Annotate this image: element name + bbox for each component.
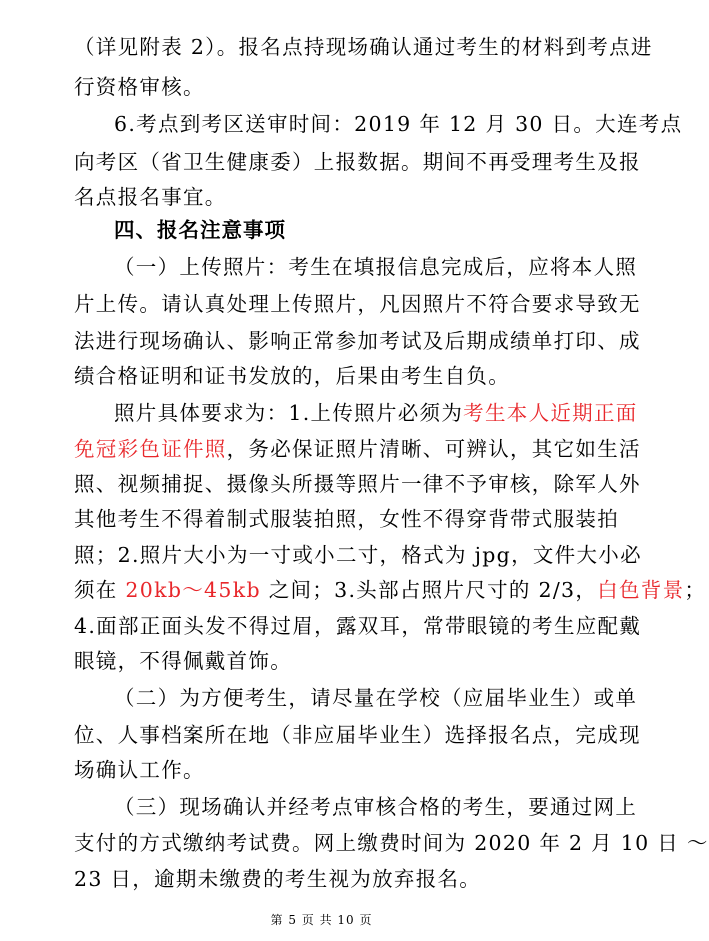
p2-line-1: 6.考点到考区送审时间：2019 年 12 月 30 日。大连考点 — [114, 112, 683, 136]
p4-line-6-text-c: ； — [684, 578, 707, 602]
p4-line-6-highlight-bg: 白色背景 — [597, 578, 685, 602]
p4-line-7: 4.面部正面头发不得过眉，露双耳，常带眼镜的考生应配戴 — [74, 614, 642, 638]
p4-line-5: 照；2.照片大小为一寸或小二寸，格式为 jpg，文件大小必 — [74, 543, 642, 567]
p4-line-6-text-b: 之间；3.头部占照片尺寸的 2/3， — [260, 578, 598, 602]
p4-line-2-text: ，务必保证照片清晰、可辨认，其它如生活 — [226, 437, 641, 461]
p6-line-2: 支付的方式缴纳考试费。网上缴费时间为 2020 年 2 月 10 日 ～ — [74, 831, 709, 855]
p5-line-2: 位、人事档案所在地（非应届毕业生）选择报名点，完成现 — [74, 723, 641, 747]
p1-line-1: （详见附表 2）。报名点持现场确认通过考生的材料到考点进 — [74, 35, 653, 59]
section-heading: 四、报名注意事项 — [114, 218, 286, 242]
p4-line-1-highlight: 考生本人近期正面 — [463, 401, 638, 425]
p5-line-1: （二）为方便考生，请尽量在学校（应届毕业生）或单 — [114, 686, 638, 710]
p1-line-2: 行资格审核。 — [74, 75, 205, 99]
p3-line-1: （一）上传照片：考生在填报信息完成后，应将本人照 — [114, 255, 638, 279]
p3-line-2: 片上传。请认真处理上传照片，凡因照片不符合要求导致无 — [74, 292, 641, 316]
p4-line-6-text-a: 须在 — [74, 578, 126, 602]
p4-line-8: 眼镜，不得佩戴首饰。 — [74, 649, 292, 673]
p4-line-2-highlight: 免冠彩色证件照 — [74, 437, 227, 461]
p2-line-2: 向考区（省卫生健康委）上报数据。期间不再受理考生及报 — [74, 150, 641, 174]
p4-line-6-highlight-size: 20kb～45kb — [125, 578, 261, 602]
p4-line-1 — [114, 399, 638, 427]
p4-line-2 — [74, 435, 641, 463]
p3-line-4: 绩合格证明和证书发放的，后果由考生自负。 — [74, 364, 510, 388]
p5-line-3: 场确认工作。 — [74, 758, 205, 782]
p6-line-1: （三）现场确认并经考点审核合格的考生，要通过网上 — [114, 795, 638, 819]
p4-line-4: 其他考生不得着制式服装拍照，女性不得穿背带式服装拍 — [74, 507, 619, 531]
p4-line-1-text: 照片具体要求为：1.上传照片必须为 — [114, 401, 464, 425]
p4-line-3: 照、视频捕捉、摄像头所摄等照片一律不予审核，除军人外 — [74, 472, 641, 496]
page-footer: 第 5 页 共 10 页 — [270, 913, 373, 927]
p6-line-3: 23 日，逾期未缴费的考生视为放弃报名。 — [74, 867, 482, 891]
p3-line-3: 法进行现场确认、影响正常参加考试及后期成绩单打印、成 — [74, 329, 641, 353]
p2-line-3: 名点报名事宜。 — [74, 185, 227, 209]
p4-line-6 — [74, 576, 707, 604]
